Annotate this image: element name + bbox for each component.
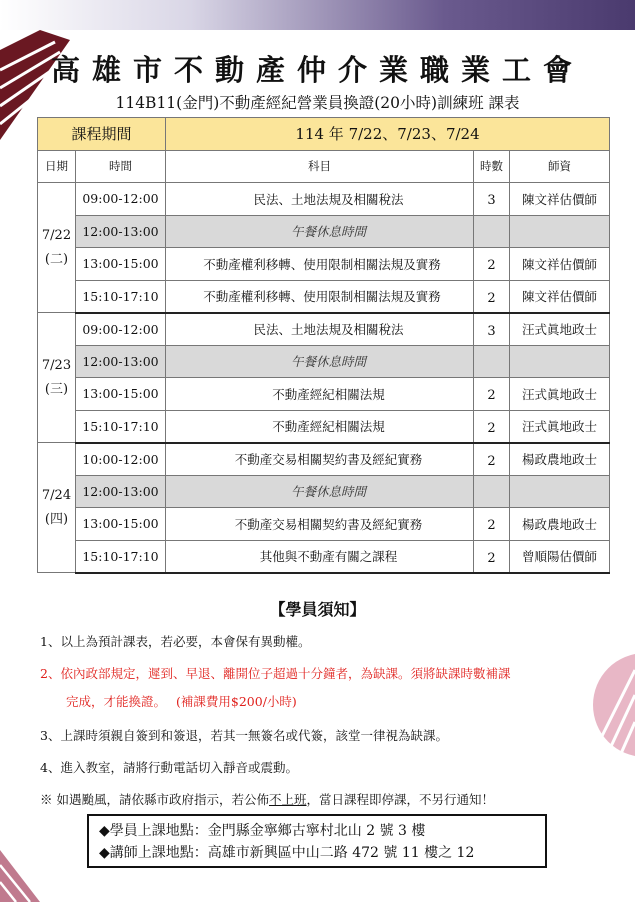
date-label: 7/24 xyxy=(41,487,72,503)
lunch-row xyxy=(38,475,610,508)
col-header-time: 時間 xyxy=(76,150,166,183)
schedule-table xyxy=(37,117,610,574)
student-address: ◆學員上課地點：金門縣金寧鄉古寧村北山 2 號 3 樓 xyxy=(99,823,426,839)
hours-cell xyxy=(474,345,510,378)
date-cell xyxy=(38,443,76,573)
time-cell: 13:00-15:00 xyxy=(76,248,166,281)
col-header-date: 日期 xyxy=(38,150,76,183)
table-row xyxy=(38,248,610,281)
subject-cell: 其他與不動產有關之課程 xyxy=(166,540,474,573)
hours-cell xyxy=(474,215,510,248)
weekday-label: (四) xyxy=(44,511,69,527)
teacher-cell: 汪式眞地政士 xyxy=(510,410,610,443)
period-value: 114 年 7/22、7/23、7/24 xyxy=(166,118,610,151)
weekday-label: (二) xyxy=(44,251,69,267)
subject-cell: 不動產權利移轉、使用限制相關法規及實務 xyxy=(166,248,474,281)
right-circle-decoration xyxy=(575,650,635,760)
date-cell xyxy=(38,183,76,313)
notice-item-2-text: 完成，才能換證。 xyxy=(66,694,167,709)
teacher-cell: 陳文祥估價師 xyxy=(510,280,610,313)
page-title: 高雄市不動產仲介業職業工會 xyxy=(50,53,584,87)
subject-cell: 不動產交易相關契約書及經紀實務 xyxy=(166,508,474,541)
notice-item-5 xyxy=(40,790,494,808)
notice-item-3: 3、上課時須親自簽到和簽退，若其一無簽名或代簽，該堂一律視為缺課。 xyxy=(40,728,448,743)
time-cell: 09:00-12:00 xyxy=(76,313,166,346)
period-row xyxy=(38,118,610,151)
notice-item-4: 4、進入教室，請將行動電話切入靜音或震動。 xyxy=(40,760,298,775)
table-row xyxy=(38,183,610,216)
subject-cell: 午餐休息時間 xyxy=(166,345,474,378)
subject-cell: 民法、土地法規及相關稅法 xyxy=(166,313,474,346)
teacher-cell: 汪式眞地政士 xyxy=(510,378,610,411)
hours-cell: 2 xyxy=(474,280,510,313)
col-header-subject: 科目 xyxy=(166,150,474,183)
notice-item-5-post: ，當日課程即停課，不另行通知！ xyxy=(306,792,495,807)
time-cell: 12:00-13:00 xyxy=(76,215,166,248)
time-cell: 13:00-15:00 xyxy=(76,508,166,541)
table-row xyxy=(38,313,610,346)
teacher-cell: 陳文祥估價師 xyxy=(510,248,610,281)
hours-cell: 2 xyxy=(474,248,510,281)
time-cell: 10:00-12:00 xyxy=(76,443,166,476)
notice-item-5-pre: ※ 如遇颱風，請依縣市政府指示，若公佈 xyxy=(40,792,269,807)
table-row xyxy=(38,378,610,411)
subject-cell: 午餐休息時間 xyxy=(166,215,474,248)
table-row xyxy=(38,540,610,573)
subject-cell: 午餐休息時間 xyxy=(166,475,474,508)
teacher-cell xyxy=(510,475,610,508)
subject-cell: 民法、土地法規及相關稅法 xyxy=(166,183,474,216)
teacher-cell: 汪式眞地政士 xyxy=(510,313,610,346)
time-cell: 12:00-13:00 xyxy=(76,345,166,378)
teacher-cell: 楊政農地政士 xyxy=(510,443,610,476)
weekday-label: (三) xyxy=(44,381,69,397)
table-row xyxy=(38,410,610,443)
teacher-cell xyxy=(510,215,610,248)
date-cell xyxy=(38,313,76,443)
notice-item-2-line-1: 2、依內政部規定，遲到、早退、離開位子超過十分鐘者，為缺課。須將缺課時數補課 xyxy=(40,666,511,681)
hours-cell: 2 xyxy=(474,540,510,573)
subject-cell: 不動產經紀相關法規 xyxy=(166,410,474,443)
table-row xyxy=(38,443,610,476)
hours-cell: 2 xyxy=(474,508,510,541)
column-header-row xyxy=(38,150,610,183)
notice-title: 【學員須知】 xyxy=(269,600,366,619)
notice-item-5-underlined: 不上班 xyxy=(268,792,307,807)
hours-cell: 3 xyxy=(474,313,510,346)
hours-cell: 2 xyxy=(474,410,510,443)
hours-cell: 2 xyxy=(474,443,510,476)
teacher-cell: 陳文祥估價師 xyxy=(510,183,610,216)
table-row xyxy=(38,280,610,313)
subject-cell: 不動產權利移轉、使用限制相關法規及實務 xyxy=(166,280,474,313)
table-row xyxy=(38,508,610,541)
date-label: 7/23 xyxy=(41,357,72,373)
subject-cell: 不動產經紀相關法規 xyxy=(166,378,474,411)
notice-item-2-line-2 xyxy=(66,692,297,710)
period-label: 課程期間 xyxy=(38,118,166,151)
col-header-teacher: 師資 xyxy=(510,150,610,183)
time-cell: 15:10-17:10 xyxy=(76,280,166,313)
hours-cell xyxy=(474,475,510,508)
time-cell: 13:00-15:00 xyxy=(76,378,166,411)
lunch-row xyxy=(38,215,610,248)
hours-cell: 3 xyxy=(474,183,510,216)
teacher-cell: 楊政農地政士 xyxy=(510,508,610,541)
address-box xyxy=(87,814,547,868)
notice-item-2-fee: (補課費用$200/小時) xyxy=(176,694,297,709)
subject-cell: 不動產交易相關契約書及經紀實務 xyxy=(166,443,474,476)
page-subtitle: 114B11(金門)不動產經紀營業員換證(20小時)訓練班 課表 xyxy=(115,94,520,112)
lunch-row xyxy=(38,345,610,378)
hours-cell: 2 xyxy=(474,378,510,411)
date-label: 7/22 xyxy=(41,227,72,243)
top-gradient-band xyxy=(0,0,635,30)
time-cell: 15:10-17:10 xyxy=(76,410,166,443)
time-cell: 12:00-13:00 xyxy=(76,475,166,508)
teacher-cell: 曾順陽估價師 xyxy=(510,540,610,573)
bottom-left-decoration xyxy=(0,830,60,902)
teacher-cell xyxy=(510,345,610,378)
notice-item-1: 1、以上為預計課表，若必要，本會保有異動權。 xyxy=(40,634,311,649)
teacher-address: ◆講師上課地點：高雄市新興區中山二路 472 號 11 樓之 12 xyxy=(99,845,475,861)
time-cell: 15:10-17:10 xyxy=(76,540,166,573)
col-header-hours: 時數 xyxy=(474,150,510,183)
time-cell: 09:00-12:00 xyxy=(76,183,166,216)
